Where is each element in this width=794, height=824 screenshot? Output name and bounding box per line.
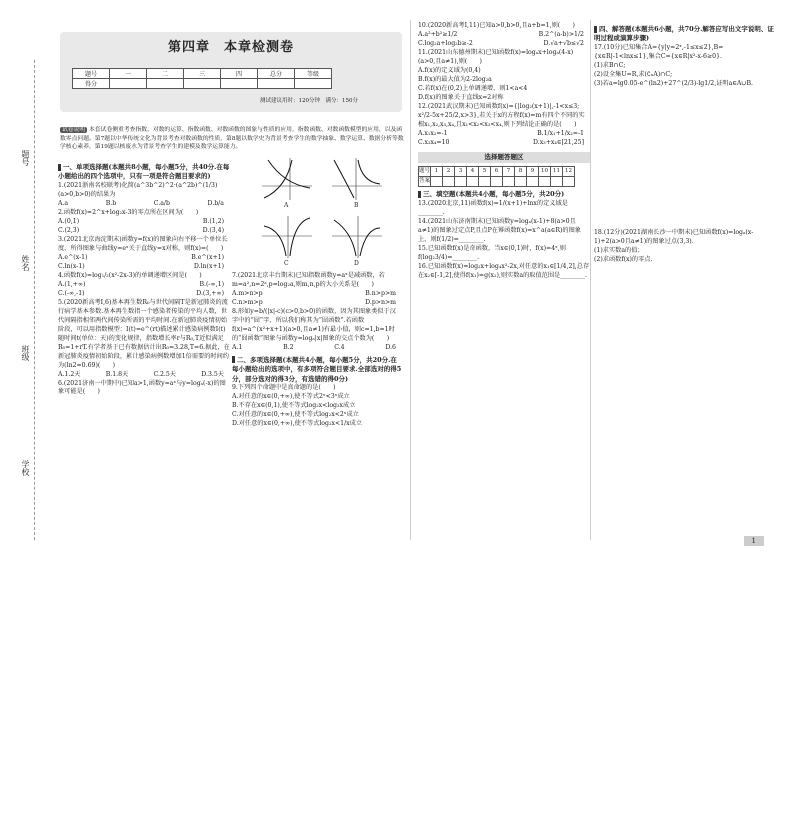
section-heading <box>418 190 590 199</box>
option-row <box>232 344 402 353</box>
option-row <box>58 254 230 263</box>
option: A.m>n>p <box>232 289 263 297</box>
section-heading <box>594 25 774 44</box>
option: B.n>p>m <box>365 289 396 297</box>
answer-cell: 2 <box>443 167 455 177</box>
option: C.2.5天 <box>153 370 176 378</box>
answer-cell: 4 <box>467 167 479 177</box>
graph-c <box>262 216 312 258</box>
answer-cell[interactable] <box>491 177 503 187</box>
score-cell: 总分 <box>258 69 295 79</box>
option: A.a²+b²≥1/2 <box>418 30 458 38</box>
section-bar <box>232 356 235 363</box>
option: D.(3,+∞) <box>196 289 224 297</box>
score-row <box>73 79 332 89</box>
option: A.a <box>58 199 69 207</box>
option-row <box>58 290 230 299</box>
score-table <box>72 68 332 89</box>
option: A.(0,1) <box>58 217 80 225</box>
question-text: 13.(2020北京,11)函数f(x)=1/(x+1)+lnx的定义域是________. <box>418 199 568 216</box>
margin-label: 姓名 <box>21 255 30 271</box>
answer-cell[interactable] <box>479 177 491 187</box>
answer-cell: 11 <box>551 167 563 177</box>
section-heading <box>58 163 230 182</box>
option: D.b/a <box>207 199 224 207</box>
margin-label: 题号 <box>21 150 30 166</box>
question-text: (3)若a=lg0.05-e^(ln2)+27^(2/3)-lg1/2,证明a∈A∪B. <box>594 79 754 87</box>
question-text: 8.形如y=b/(|x|-c)(c>0,b>0)的函数，因为其图象类似于汉字中的“囧”字，所以我们称其为“囧函数”.若函数f(x)=a^(x²+x+1)(a>0,且a≠1)有最小值，则c=1,b=1时的“囧函数”图象与函数y=logₐ|x|图象的交点个数为( ) <box>232 307 396 342</box>
question-text: 14.(2021山东济南期末)已知函数y=logₐ(x-1)+8(a>0且a≠1)的图象过定点P,且点P在幂函数f(x)=x^a(a∈R)的图象上，则f(1/2)=________. <box>418 217 581 243</box>
column-4 <box>594 22 774 574</box>
option: B.1.8天 <box>105 370 129 378</box>
answer-space <box>594 89 774 229</box>
answer-cell: 答案 <box>419 177 431 187</box>
answer-cell: 5 <box>479 167 491 177</box>
option: D.3.5天 <box>201 370 224 378</box>
answer-area-title: 选择题答题区 <box>418 152 590 163</box>
question-text: A.f(x)的定义域为(0,4) <box>418 66 481 74</box>
column-1 <box>58 160 230 712</box>
question-text: C.对任意的x∈(0,+∞),使不等式log₂x<2ˣ成立 <box>232 411 359 419</box>
option: C.a/b <box>153 199 170 207</box>
question-text: B.不存在x∈(0,1),使不等式log₂x<log₃x成立 <box>232 402 356 410</box>
column-divider <box>410 20 411 540</box>
score-cell <box>184 79 221 89</box>
question-text: 18.(12分)(2021湖南长沙一中期末)已知函数f(x)=logₐ(x-1)+2(a>0且a≠1)的图象过点(3,3). <box>594 228 754 245</box>
answer-cell[interactable] <box>455 177 467 187</box>
graph-label: B <box>354 202 359 209</box>
graph-d <box>332 216 382 258</box>
answer-cell[interactable] <box>467 177 479 187</box>
question-text: (2)设全集U=R,求(∁ᵤA)∩C; <box>594 70 673 78</box>
answer-cell: 6 <box>491 167 503 177</box>
option-row <box>232 299 402 308</box>
option: B.1/x₁+1/x₂=-1 <box>537 129 584 137</box>
question-text: 12.(2021武汉期末)已知函数f(x)={|log₂(x+1)|,-1<x≤3; x²/2-5x+25/2,x>3},若关于x的方程f(x)=m有四个不同的实根x₁,x₂,x₃,x₄,且x₁<x₂<x₃<x₄,则下列结论正确的是( ) <box>418 102 585 128</box>
question-text: 2.函数f(x)=2^x+log₂x-3的零点所在区间为( ) <box>58 208 199 216</box>
option: A.e^(x-1) <box>58 253 88 261</box>
answer-cell[interactable] <box>515 177 527 187</box>
section-bar <box>58 164 61 171</box>
option: D.(3,4) <box>202 226 224 234</box>
answer-cell: 10 <box>539 167 551 177</box>
graph-a-svg <box>262 158 312 200</box>
option: C.n>m>p <box>232 298 263 306</box>
answer-cell[interactable] <box>527 177 539 187</box>
option-row <box>58 227 230 236</box>
option: B.e^(x+1) <box>191 253 224 261</box>
option: A.1 <box>232 343 243 351</box>
question-text: 11.(2021山东德州期末)已知函数f(x)=logₐx+logₐ(4-x)(a>0,且a≠1),则( ) <box>418 48 574 65</box>
option: B.b <box>105 199 117 207</box>
question-text: 9.下列四个命题中是真命题的是( ) <box>232 384 336 392</box>
graph-label: A <box>284 202 289 209</box>
score-cell: 得分 <box>73 79 110 89</box>
question-text: 15.已知函数f(x)是奇函数，当x∈(0,1)时，f(x)=4ˣ,则f(log₂3/4)=________. <box>418 244 566 261</box>
option: B.(1,2) <box>202 217 224 225</box>
option-row <box>58 371 230 380</box>
score-cell <box>147 79 184 89</box>
column-divider <box>590 20 591 540</box>
option: C.(2,3) <box>58 226 80 234</box>
section-text: 四、解答题(本题共6小题，共70分.解答应写出文字说明、证明过程或演算步骤) <box>594 25 774 43</box>
intro-paragraph <box>60 126 406 152</box>
option: C.(-∞,-1) <box>58 289 85 297</box>
option: C.x₃x₄=10 <box>418 138 450 146</box>
answer-cell[interactable] <box>563 177 575 187</box>
option-row <box>418 130 590 139</box>
q6-graphs <box>262 158 402 272</box>
graph-label: D <box>354 260 359 267</box>
answer-cell: 8 <box>515 167 527 177</box>
score-cell: 一 <box>110 69 147 79</box>
option-row <box>232 290 402 299</box>
answer-table <box>418 166 575 187</box>
option: D.p>n>m <box>365 298 396 306</box>
graph-label: C <box>284 260 289 267</box>
question-text: 1.(2021浙南名校联考)化简(a^3b^2)^2·(a^2b)^(1/3)(a>0,b>0)的结果为 <box>58 181 218 198</box>
option-row <box>58 200 230 209</box>
answer-cell: 7 <box>503 167 515 177</box>
score-cell: 二 <box>147 69 184 79</box>
section-bar <box>594 26 597 33</box>
option-row <box>58 218 230 227</box>
score-cell <box>295 79 332 89</box>
question-text: 7.(2021北京丰台期末)已知指数函数y=aˣ是减函数，若m=a²,n=2ᵃ,p=log₂a,则m,n,p的大小关系是( ) <box>232 272 385 288</box>
margin-label: 学校 <box>21 460 30 476</box>
answer-cell: 3 <box>455 167 467 177</box>
graph-b <box>332 158 382 200</box>
question-text: A.对任意的x∈(0,+∞),使不等式2ˣ<3ˣ成立 <box>232 393 350 401</box>
score-cell: 三 <box>184 69 221 79</box>
option: B.2^(a-b)>1/2 <box>538 30 584 38</box>
answer-cell[interactable] <box>431 177 443 187</box>
question-text: 4.函数f(x)=log₁/₂(x²-2x-3)的单调递增区间是( ) <box>58 271 202 279</box>
answer-cell: 12 <box>563 167 575 177</box>
answer-row <box>419 177 575 187</box>
question-text: 10.(2020新高考Ⅰ,11)已知a>0,b>0,且a+b=1,则( ) <box>418 22 575 29</box>
page-title: 第四章 本章检测卷 <box>167 40 294 55</box>
option: B.2 <box>283 343 294 351</box>
score-cell: 等级 <box>295 69 332 79</box>
test-meta: 测试建议用时：120分钟 满分：150分 <box>260 98 358 104</box>
question-text: 16.已知函数f(x)=log₂x+log₄x²-2x,对任意的x₁∈[1/4,2],总存在x₂∈[-1,2],使得f(x₁)=g(x₂),则实数a的取值范围是________. <box>418 262 590 279</box>
answer-cell: 1 <box>431 167 443 177</box>
fold-line <box>34 60 35 540</box>
score-cell <box>110 79 147 89</box>
option: C.log₂a+log₂b≥-2 <box>418 39 473 47</box>
option: C.4 <box>334 343 345 351</box>
answer-cell[interactable] <box>503 177 515 187</box>
question-text: C.若f(x)在(0,2)上单调递增，则1<a<4 <box>418 84 528 92</box>
answer-cell[interactable] <box>551 177 563 187</box>
score-cell <box>221 79 258 89</box>
question-text: 17.(10分)已知集合A={y|y=2ˣ,-1≤x≤2},B={x∈R|-1<lnx≤1},集合C={x∈R|x²-x-6≥0}. <box>594 43 724 60</box>
score-row <box>73 69 332 79</box>
option-row <box>418 31 590 40</box>
section-text: 二、多项选择题(本题共4小题，每小题5分，共20分.在每小题给出的选项中，有多项符合题目要求.全部选对的得5分，部分选对的得3分，有选错的得0分) <box>232 355 402 383</box>
margin-label: 班级 <box>21 345 30 361</box>
graph-d-svg <box>332 216 382 258</box>
graph-a <box>262 158 312 200</box>
question-text: 6.(2021济南一中期中)已知a>1,函数y=aˣ与y=logₐ(-x)的图象可能是( ) <box>58 379 226 396</box>
question-text: (1)求实数a的值； <box>594 246 644 254</box>
option: D.6 <box>385 343 396 351</box>
option: C.ln(x-1) <box>58 262 85 270</box>
question-text: 3.(2021北京海淀期末)函数y=f(x)的图象向右平移一个单位长度，所得图象与曲线y=eˣ关于直线y=x对称，则f(x)=( ) <box>58 235 228 252</box>
section-text: 一、单项选择题(本题共8小题，每小题5分，共40分.在每小题给出的四个选项中，只有一项是符合题目要求的) <box>58 163 230 181</box>
option: A.(1,+∞) <box>58 280 86 288</box>
option: A.x₁x₂=-1 <box>418 129 448 137</box>
score-cell: 题号 <box>73 69 110 79</box>
binding-margin <box>0 0 52 552</box>
question-text: (2)求函数f(x)的零点. <box>594 255 653 263</box>
question-text: D.对任意的x∈(0,+∞),使不等式log₂x<1/x成立 <box>232 420 363 428</box>
option: D.ln(x+1) <box>193 262 224 270</box>
score-cell <box>258 79 295 89</box>
answer-cell[interactable] <box>443 177 455 187</box>
option: D.x₃+x₄∈[21,25] <box>533 138 584 146</box>
answer-cell[interactable] <box>539 177 551 187</box>
option-row <box>418 139 590 148</box>
question-text: (1)求B∩C; <box>594 61 626 69</box>
column-3 <box>418 22 590 574</box>
section-text: 三、填空题(本题共4小题，每小题5分，共20分) <box>423 190 565 199</box>
question-text: B.f(x)的最大值为2-2log₂a <box>418 75 492 83</box>
option: D.√a+√b≤√2 <box>543 39 584 47</box>
answer-row <box>419 167 575 177</box>
graph-c-svg <box>262 216 312 258</box>
section-heading <box>232 356 402 384</box>
option-row <box>58 281 230 290</box>
question-text: 5.(2020新高考Ⅰ,6)基本再生数R₀与世代间隔T是新冠肺炎的流行病学基本参数.基本再生数指一个感染者传染的平均人数，世代间隔指相邻两代间传染所需的平均时间.在新冠肺炎疫情初始阶段，可以用指数模型：I(t)=e^(rt)描述累计感染病例数I(t)随时间t(单位：天)的变化规律，指数增长率r与R₀,T近似满足R₀=1+rT.有学者基于已有数据估计出R₀=3.28,T=6.据此，在新冠肺炎疫情初始阶段，累计感染病例数增加1倍需要的时间约为(ln2≈0.69)( ) <box>58 298 230 369</box>
column-2 <box>232 272 402 824</box>
score-cell: 四 <box>221 69 258 79</box>
graph-b-svg <box>332 158 382 200</box>
option-row <box>58 263 230 272</box>
intro-text: 本套试卷侧重考查指数、对数的运算、指数函数、对数函数的图象与性质的应用，指数函数、对数函数模型的应用，以及函数零点问题。第7题以中华传统文化为背景考查对数函数的性质，第8题以数学史为背景考查学生的数学抽象、数学运算、数据分析等数学核心素养，第19题以核废水为背景考查学生的建模及数学运算能力。 <box>60 127 404 151</box>
option-row <box>418 40 590 49</box>
answer-cell: 9 <box>527 167 539 177</box>
answer-cell: 题号 <box>419 167 431 177</box>
option: A.1.2天 <box>58 370 81 378</box>
option: B.(-∞,1) <box>199 280 224 288</box>
section-bar <box>418 191 421 198</box>
intro-tag: 试卷说明 <box>62 127 86 133</box>
page-number: 1 <box>744 536 764 546</box>
question-text: D.f(x)的图象关于直线x=2对称 <box>418 93 504 101</box>
